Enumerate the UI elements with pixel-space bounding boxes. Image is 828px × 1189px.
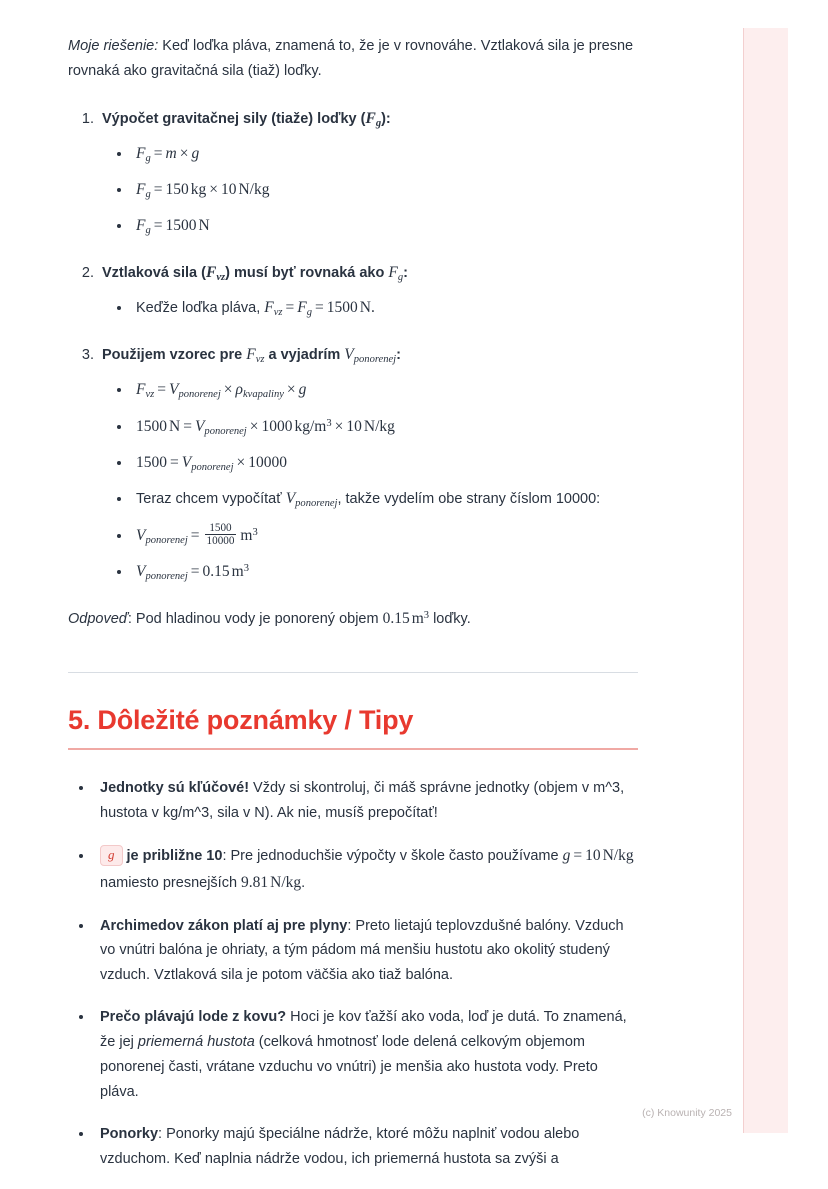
tip-item-gases	[94, 914, 638, 989]
intro-paragraph	[68, 34, 638, 84]
document-content	[68, 34, 638, 1189]
step-3-bullet-1	[132, 377, 638, 404]
solution-step-2	[98, 260, 638, 322]
page-title: 5. Dôležité poznámky / Tipy	[68, 705, 414, 736]
tip-1-bold: Jednotky sú kľúčové!	[100, 780, 250, 797]
step-2-title-suffix: ) musí byť rovnaká ako	[225, 265, 389, 282]
answer-paragraph: Odpoveď: Pod hladinou vody je ponorený objem 0.15 $m^3$ loďky.	[68, 609, 471, 627]
step-2-bullet-1	[132, 295, 638, 322]
tip-4-text-a: Hoci je kov ťažší ako voda, loď je dutá. To znamená, že jej	[100, 1009, 627, 1051]
tip-3-text: : Preto lietajú teplovzdušné balóny. Vzduch vo vnútri balóna je ohriaty, a tým pádom má menšiu hustotu ako okolitý studený vzduch. Vztlaková sila je potom väčšia ako tiaž balóna.	[100, 917, 624, 984]
step-2-title-prefix: Vztlaková sila (	[102, 265, 206, 282]
formula-fg-def: Fg = m × g	[136, 144, 200, 164]
answer-label: Odpoveď	[68, 610, 128, 627]
tip-2-bold: je približne 10	[126, 848, 223, 865]
formula-volume-fraction: Vponorenej = $\frac{1500}{10000}$ $m^3$	[136, 521, 258, 548]
step-3-bullet-6	[132, 559, 638, 586]
answer-text: : Pod hladinou vody je ponorený objem	[127, 610, 383, 627]
solution-step-1	[98, 106, 638, 240]
tip-item-metal-boats	[94, 1005, 638, 1105]
tip-2-text-c: .	[301, 874, 306, 891]
formula-fg-values: Fg = 150 kg × 10 N/kg	[136, 181, 270, 200]
intro-text: Keď loďka pláva, znamená to, že je v rovnováhe. Vztlaková sila je presne rovnaká ako gravitačná sila (tiaž) loďky.	[68, 38, 634, 79]
formula-simplified: 1500 = Vponorenej × 10000	[136, 453, 288, 473]
intro-label: Moje riešenie:	[68, 38, 159, 54]
copyright-footer: (c) Knowunity 2025	[642, 1107, 732, 1119]
step-3-bullet-4-text-b: , takže vydelím obe strany číslom 10000:	[337, 490, 601, 507]
step-3-bullet-5	[132, 522, 638, 550]
tip-3-bold: Archimedov zákon platí aj pre plyny	[100, 917, 348, 934]
tip-4-bold: Prečo plávajú lode z kovu?	[100, 1009, 287, 1026]
step-1-title: Výpočet gravitačnej sily (tiaže) loďky (Fg):	[102, 109, 391, 129]
tip-item-units	[94, 776, 638, 826]
step-1-bullets	[102, 141, 638, 240]
tip-item-gravity: • g je približne 10: Pre jednoduchšie výpočty v škole často používame g = 10 N/kg namiesto presnejších 9.81 N/kg.	[94, 843, 638, 896]
step-1-title-prefix: Výpočet gravitačnej sily (tiaže) loďky (	[102, 110, 366, 127]
tip-2-text-a: : Pre jednoduchšie výpočty v škole často používame	[222, 848, 563, 865]
solution-steps-list	[68, 106, 638, 586]
formula-volume-result: Vponorenej = 0.15 $m^3$	[136, 562, 249, 582]
step-3-bullets	[102, 377, 638, 585]
formula-fvz-numbers: 1500 N = Vponorenej × 1000 $kg/m^3 \times 10$ N/kg	[136, 417, 395, 437]
step-1-bullet-2	[132, 177, 638, 204]
step-1-title-suffix: ):	[381, 110, 391, 127]
tip-2-text-b: namiesto presnejších	[100, 874, 242, 891]
step-3-title-mid: a vyjadrím	[264, 347, 345, 364]
step-2-bullets	[102, 295, 638, 322]
step-3-title-prefix: Použijem vzorec pre	[102, 347, 247, 364]
step-3-bullet-4-text-a: Teraz chcem vypočítať	[136, 490, 286, 507]
formula-fg-result: Fg = 1500 N	[136, 217, 210, 237]
step-3-title-colon: :	[396, 347, 401, 364]
formula-fvz-equals-fg: Fvz = Fg = 1500 N.	[264, 299, 375, 319]
tip-5-text: : Ponorky majú špeciálne nádrže, ktoré môžu naplniť vodou alebo vzduchom. Keď naplnia nádrže vodou, ich priemerná hustota sa zvýši a	[100, 1126, 580, 1168]
tip-item-submarines	[94, 1122, 638, 1172]
step-2-bullet-text: Keďže loďka pláva,	[136, 300, 265, 317]
tips-list	[68, 776, 638, 1172]
step-2-title: Vztlaková sila (Fvz) musí byť rovnaká ako Fg:	[102, 264, 408, 284]
g-symbol-chip: g	[100, 845, 123, 866]
tip-4-text-b: (celková hmotnosť lode delená celkovým objemom ponorenej časti, vrátane vzduchu vo vnútri) je menšia ako hustota vody. Preto pláva.	[100, 1034, 598, 1101]
tip-4-italic: priemerná hustota	[137, 1034, 255, 1051]
section-divider	[68, 672, 638, 673]
answer-text-end: loďky.	[429, 610, 471, 627]
step-2-title-colon: :	[403, 265, 408, 282]
step-1-bullet-1	[132, 141, 638, 168]
side-decoration-panel	[743, 28, 788, 1133]
step-1-bullet-3	[132, 213, 638, 240]
step-3-bullet-4: • Teraz chcem vypočítať Vponorenej, takže vydelím obe strany číslom 10000:	[132, 486, 638, 513]
section-title-underline	[68, 748, 638, 750]
formula-fvz-full: Fvz = Vponorenej × ρkvapaliny × g	[136, 381, 307, 401]
tip-1-text: Vždy si skontroluj, či máš správne jednotky (objem v m^3, hustota v kg/m^3, sila v N). Ak nie, musíš prepočítať!	[100, 780, 625, 822]
step-3-bullet-3	[132, 450, 638, 477]
step-3-title: Použijem vzorec pre Fvz a vyjadrím Vponorenej:	[102, 346, 401, 366]
solution-step-3	[98, 342, 638, 585]
step-3-bullet-2	[132, 414, 638, 441]
tip-5-bold: Ponorky	[100, 1126, 159, 1143]
